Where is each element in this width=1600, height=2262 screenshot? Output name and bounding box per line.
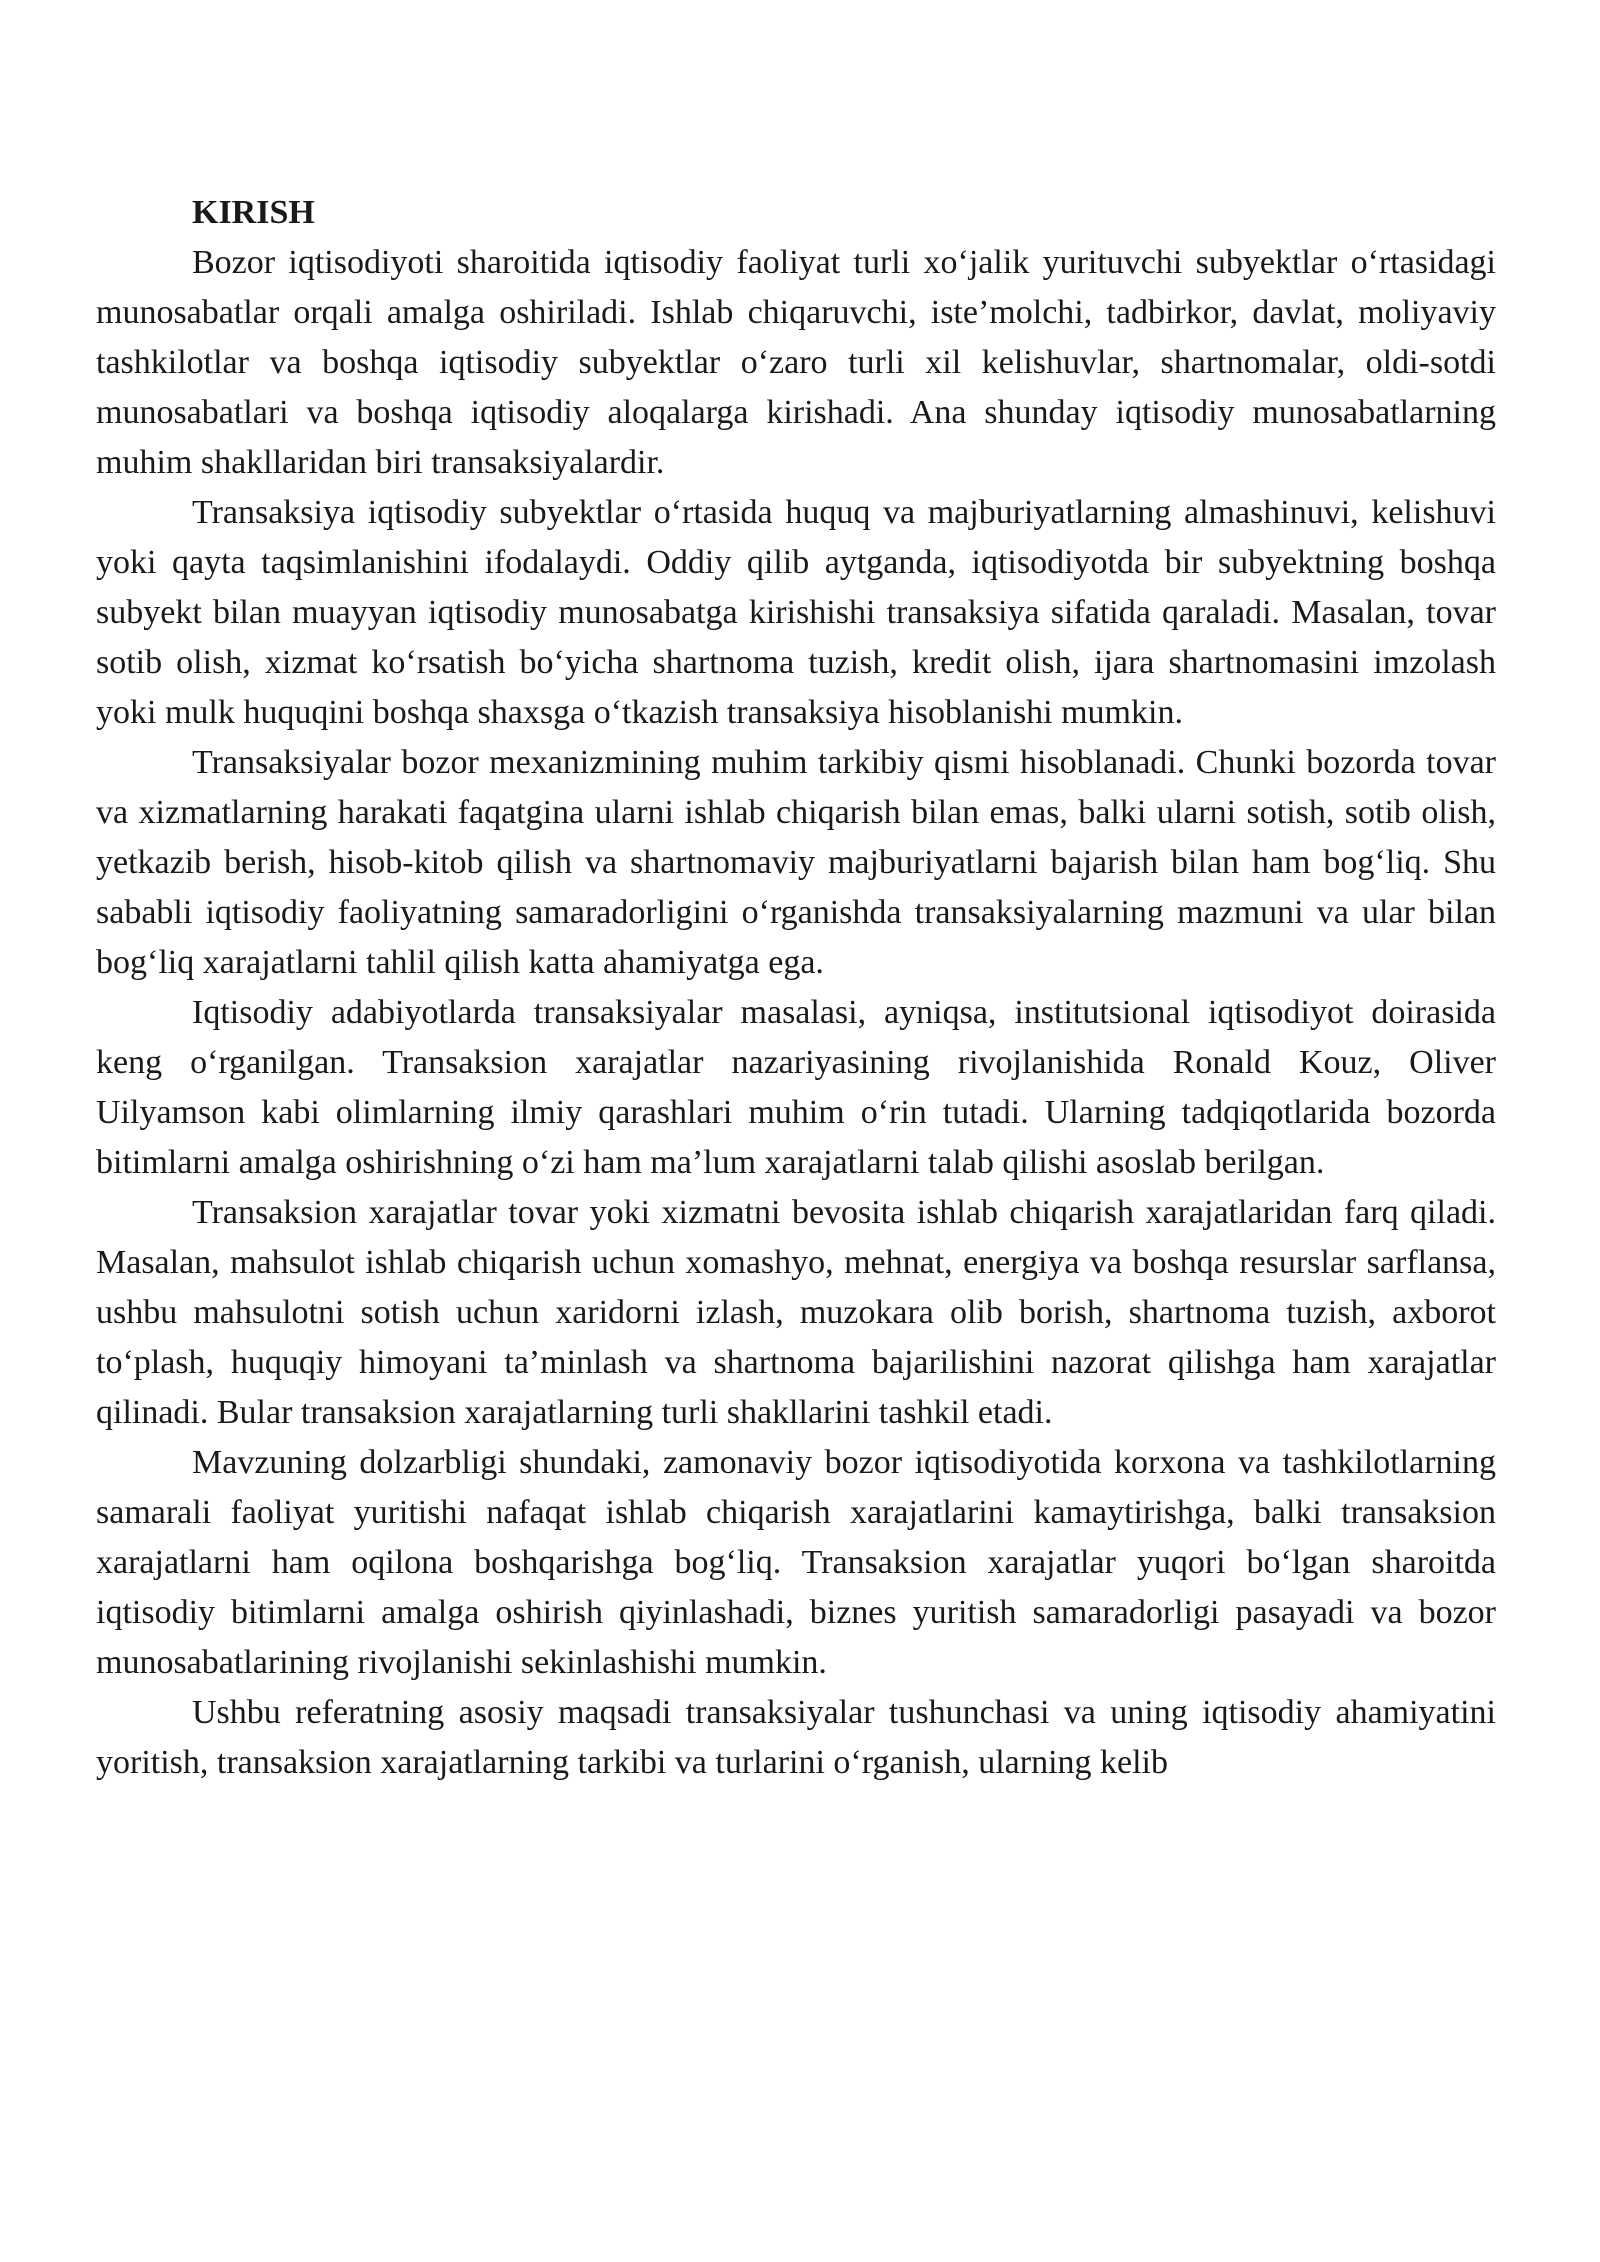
paragraph: Iqtisodiy adabiyotlarda transaksiyalar masalasi, ayniqsa, institutsional iqtisodiyot doirasida keng o‘rganilgan. Transaksion xarajatlar nazariyasining rivojlanishida Ronald Kouz, Oliver Uilyamson kabi olimlarning ilmiy qarashlari muhim o‘rin tutadi. Ularning tadqiqotlarida bozorda bitimlarni amalga oshirishning o‘zi ham ma’lum xarajatlarni talab qilishi asoslab berilgan. <box>96 994 1496 1181</box>
document-page <box>96 188 1496 1788</box>
paragraph: Ushbu referatning asosiy maqsadi transaksiyalar tushunchasi va uning iqtisodiy ahamiyatini yoritish, transaksion xarajatlarning tarkibi va turlarini o‘rganish, ularning kelib <box>96 1694 1496 1781</box>
section-heading: KIRISH <box>192 194 315 231</box>
paragraph: Mavzuning dolzarbligi shundaki, zamonaviy bozor iqtisodiyotida korxona va tashkilotlarning samarali faoliyat yuritishi nafaqat ishlab chiqarish xarajatlarini kamaytirishga, balki transaksion xarajatlarni ham oqilona boshqarishga bog‘liq. Transaksion xarajatlar yuqori bo‘lgan sharoitda iqtisodiy bitimlarni amalga oshirish qiyinlashadi, biznes yuritish samaradorligi pasayadi va bozor munosabatlarining rivojlanishi sekinlashishi mumkin. <box>96 1444 1496 1681</box>
paragraph: Transaksiyalar bozor mexanizmining muhim tarkibiy qismi hisoblanadi. Chunki bozorda tovar va xizmatlarning harakati faqatgina ularni ishlab chiqarish bilan emas, balki ularni sotish, sotib olish, yetkazib berish, hisob-kitob qilish va shartnomaviy majburiyatlarni bajarish bilan ham bog‘liq. Shu sababli iqtisodiy faoliyatning samaradorligini o‘rganishda transaksiyalarning mazmuni va ular bilan bog‘liq xarajatlarni tahlil qilish katta ahamiyatga ega. <box>96 744 1496 981</box>
paragraph: Transaksiya iqtisodiy subyektlar o‘rtasida huquq va majburiyatlarning almashinuvi, kelishuvi yoki qayta taqsimlanishini ifodalaydi. Oddiy qilib aytganda, iqtisodiyotda bir subyektning boshqa subyekt bilan muayyan iqtisodiy munosabatga kirishishi transaksiya sifatida qaraladi. Masalan, tovar sotib olish, xizmat ko‘rsatish bo‘yicha shartnoma tuzish, kredit olish, ijara shartnomasini imzolash yoki mulk huquqini boshqa shaxsga o‘tkazish transaksiya hisoblanishi mumkin. <box>96 494 1496 731</box>
paragraph: Transaksion xarajatlar tovar yoki xizmatni bevosita ishlab chiqarish xarajatlaridan farq qiladi. Masalan, mahsulot ishlab chiqarish uchun xomashyo, mehnat, energiya va boshqa resurslar sarflansa, ushbu mahsulotni sotish uchun xaridorni izlash, muzokara olib borish, shartnoma tuzish, axborot to‘plash, huquqiy himoyani ta’minlash va shartnoma bajarilishini nazorat qilishga ham xarajatlar qilinadi. Bular transaksion xarajatlarning turli shakllarini tashkil etadi. <box>96 1194 1496 1431</box>
paragraph: Bozor iqtisodiyoti sharoitida iqtisodiy faoliyat turli xo‘jalik yurituvchi subyektlar o‘rtasidagi munosabatlar orqali amalga oshiriladi. Ishlab chiqaruvchi, iste’molchi, tadbirkor, davlat, moliyaviy tashkilotlar va boshqa iqtisodiy subyektlar o‘zaro turli xil kelishuvlar, shartnomalar, oldi-sotdi munosabatlari va boshqa iqtisodiy aloqalarga kirishadi. Ana shunday iqtisodiy munosabatlarning muhim shakllaridan biri transaksiyalardir. <box>96 244 1496 481</box>
